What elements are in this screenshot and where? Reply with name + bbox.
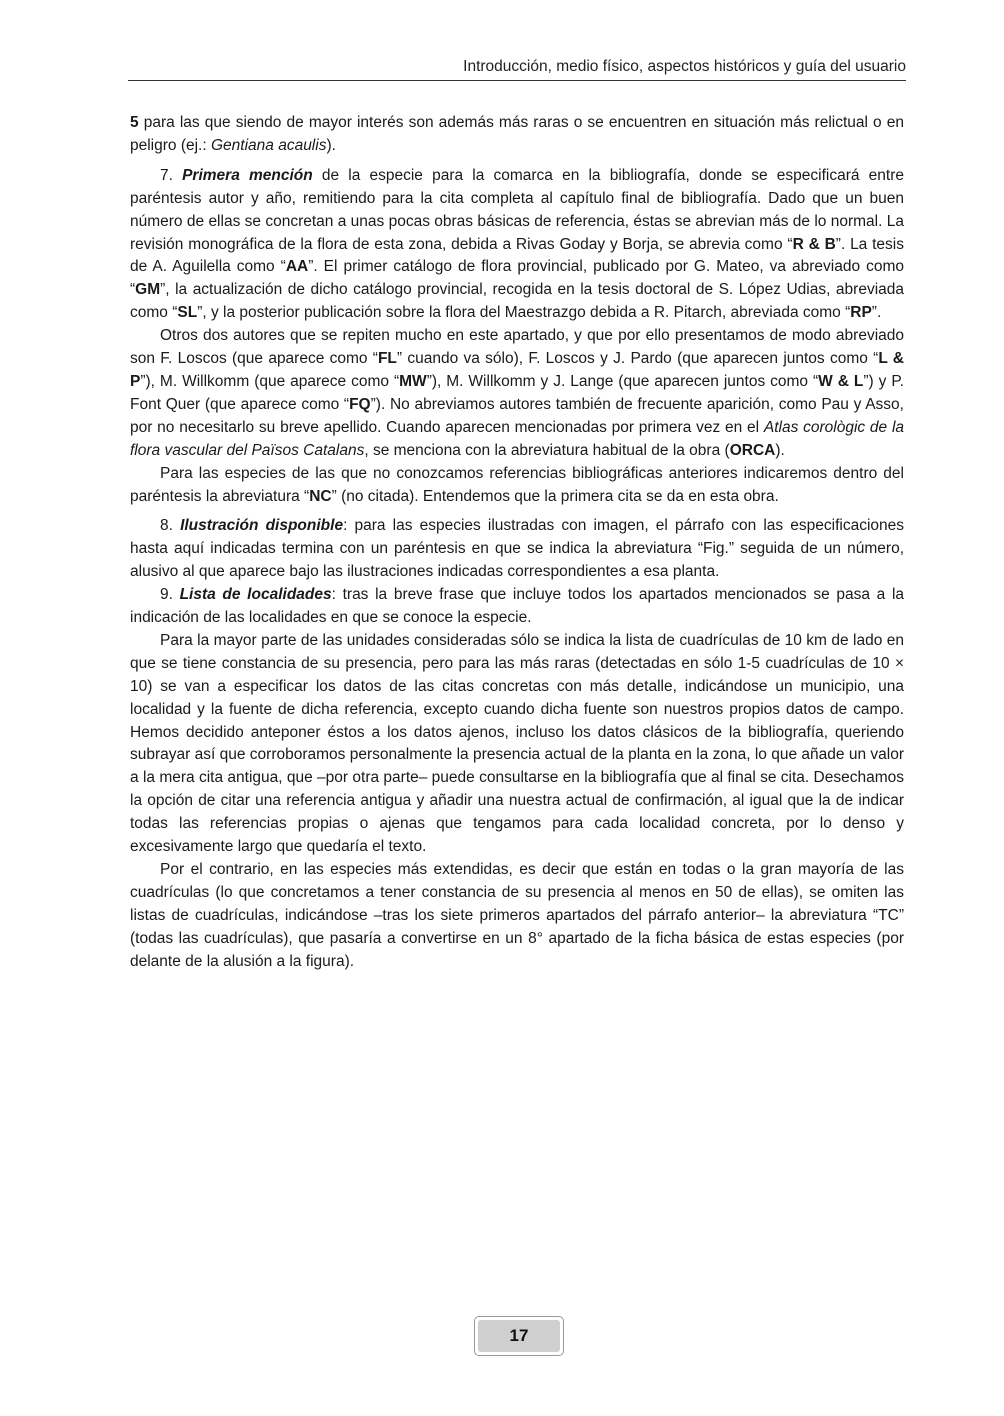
- emphasis-text: NC: [309, 487, 332, 505]
- text-run: para las que siendo de mayor interés son además más raras o se encuentren en situación más relictual o en peligro (ej.:: [130, 114, 904, 154]
- emphasis-text: L & P: [130, 350, 904, 390]
- text-run: ”.: [871, 304, 882, 322]
- text-run: ”, y la posterior publicación sobre la flora del Maestrazgo debida a R. Pitarch, abreviada como “: [197, 304, 851, 322]
- emphasis-text: Ilustración disponible: [180, 517, 344, 535]
- paragraph: [130, 859, 904, 974]
- text-run: ”), M. Willkomm (que aparece como “: [140, 372, 400, 390]
- text-run: : para las especies ilustradas con imagen, el párrafo con las especificaciones hasta aquí indicadas termina con un paréntesis en que se indica la abreviatura “Fig.” seguida de un número, alusivo al que aparece bajo las ilustraciones indicadas correspondientes a esa planta.: [130, 517, 905, 581]
- text-run: Por el contrario, en las especies más extendidas, es decir que están en todas o la gran mayoría de las cuadrículas (lo que concretamos a tener constancia de su presencia al menos en 50 de ellas), se omiten las listas de cuadrículas, indicándose –tras los siete primeros apartados del párrafo anterior– la abreviatura “TC” (todas las cuadrículas), que pasaría a convertirse en un 8° apartado de la ficha básica de estas especies (por delante de la alusión a la figura).: [130, 861, 904, 970]
- paragraph: [130, 630, 904, 859]
- text-run: ” (no citada). Entendemos que la primera cita se da en esta obra.: [331, 487, 779, 505]
- emphasis-text: SL: [177, 304, 198, 322]
- text-run: Otros dos autores que se repiten mucho en este apartado, y que por ello presentamos de modo abreviado son F. Loscos (que aparece como “: [130, 327, 904, 368]
- text-run: 8.: [160, 517, 181, 535]
- text-run: , se menciona con la abreviatura habitual de la obra (: [364, 441, 730, 459]
- emphasis-text: MW: [399, 372, 427, 390]
- emphasis-text: RP: [850, 304, 872, 322]
- text-run: 9.: [160, 586, 180, 604]
- text-run: ).: [775, 441, 785, 459]
- paragraph: [130, 112, 904, 158]
- emphasis-text: Primera mención: [182, 166, 313, 184]
- text-run: ”). No abreviamos autores también de frecuente aparición, como Pau y Asso, por no necesitarlo su breve apellido. Cuando aparecen mencionadas por primera vez en el: [130, 395, 904, 436]
- text-run: : tras la breve frase que incluye todos los apartados mencionados se pasa a la indicación de las localidades en que se conoce la especie.: [130, 586, 905, 627]
- running-title: Introducción, medio físico, aspectos históricos y guía del usuario: [463, 58, 906, 75]
- paragraph: [130, 165, 904, 325]
- paragraph: [130, 463, 904, 509]
- text-run: Para la mayor parte de las unidades consideradas sólo se indica la lista de cuadrículas de 10 km de lado en que se tiene constancia de su presencia, pero para las más raras (detectadas en sólo 1-5 cuadrículas de 10 × 10) se van a especificar los datos de las citas concretas con más detalle, indicándose un municipio, una localidad y la fuente de dicha referencia, excepto cuando dicha fuente son nuestros propios datos de campo. Hemos decidido anteponer éstos a los datos ajenos, incluso los datos clásicos de la bibliografía, queriendo subrayar así que corroboramos personalmente la presencia actual de la planta en la zona, lo que añade un valor a la mera cita antigua, que –por otra parte– puede consultarse en la bibliografía que al final se cita. Desechamos la opción de citar una referencia antigua y añadir una nuestra actual de confirmación, al igual que la de indicar todas las referencias propias o ajenas que tengamos para cada localidad concreta, por lo denso y excesivamente largo que quedaría el texto.: [130, 631, 904, 856]
- emphasis-text: AA: [285, 258, 309, 276]
- emphasis-text: R & B: [792, 235, 836, 253]
- paragraph: [130, 515, 904, 584]
- text-run: ”) y P. Font Quer (que aparece como “: [130, 372, 904, 413]
- page-number-box: [474, 1316, 564, 1356]
- body-text: [130, 112, 904, 974]
- emphasis-text: Gentiana acaulis: [210, 136, 327, 154]
- text-run: ”, la actualización de dicho catálogo provincial, recogida en la tesis doctoral de S. López Udias, abreviada como “: [130, 281, 904, 322]
- emphasis-text: W & L: [818, 372, 864, 390]
- text-run: 7.: [160, 166, 183, 184]
- emphasis-text: ORCA: [729, 441, 776, 459]
- emphasis-text: Atlas corològic de la flora vascular del Països Catalans: [130, 418, 905, 459]
- text-run: ”. La tesis de A. Aguilella como “: [130, 235, 904, 276]
- text-run: ”. El primer catálogo de flora provincial, publicado por G. Mateo, va abreviado como “: [130, 258, 904, 299]
- paragraph: [130, 325, 904, 462]
- text-run: ” cuando va sólo), F. Loscos y J. Pardo (que aparecen juntos como “: [396, 350, 879, 368]
- text-run: de la especie para la comarca en la bibliografía, donde se especificará entre paréntesis autor y año, remitiendo para la cita completa al capítulo final de bibliografía. Dado que un buen número de ellas se concretan a unas pocas obras básicas de referencia, éstas se abrevian más de lo normal. La revisión monográfica de la flora de esta zona, debida a Rivas Goday y Borja, se abrevia como “: [130, 166, 904, 253]
- emphasis-text: FL: [377, 350, 397, 368]
- emphasis-text: 5: [130, 114, 139, 131]
- text-run: ”), M. Willkomm y J. Lange (que aparecen juntos como “: [426, 372, 819, 390]
- paragraph: [130, 584, 904, 630]
- page-number: 17: [478, 1320, 560, 1352]
- text-run: ).: [326, 136, 336, 154]
- running-header: [128, 58, 906, 81]
- text-run: Para las especies de las que no conozcamos referencias bibliográficas anteriores indicaremos dentro del paréntesis la abreviatura “: [130, 464, 904, 505]
- emphasis-text: GM: [135, 281, 161, 299]
- emphasis-text: Lista de localidades: [179, 586, 332, 604]
- emphasis-text: FQ: [349, 395, 371, 413]
